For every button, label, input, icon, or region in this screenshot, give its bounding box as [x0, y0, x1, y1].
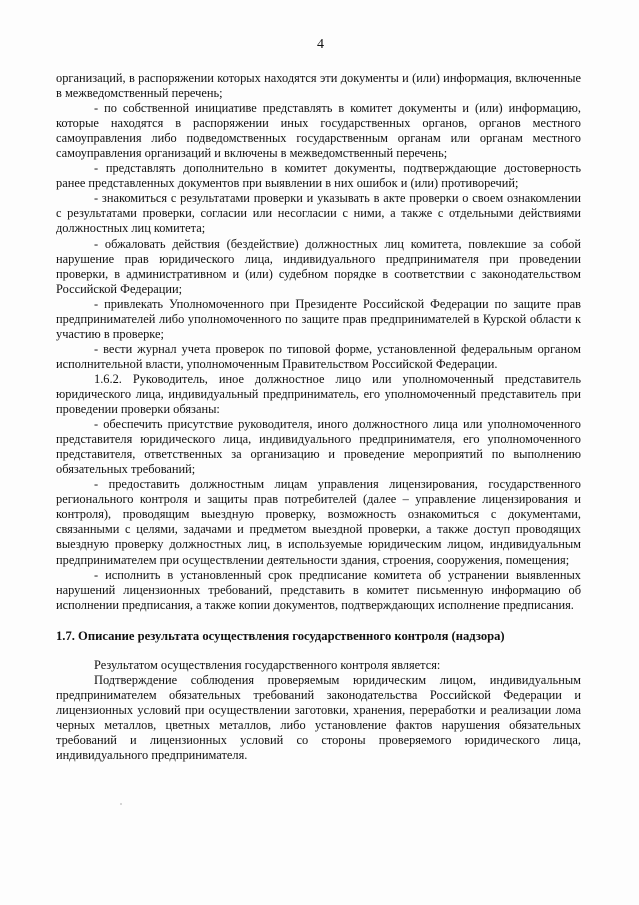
body-paragraph: организаций, в распоряжении которых находятся эти документы и (или) информация, включенные в межведомственный перечень;: [56, 71, 581, 101]
body-paragraph: - представлять дополнительно в комитет документы, подтверждающие достоверность ранее представленных документов при выявлении в них ошибок и (или) противоречий;: [56, 161, 581, 191]
obligations-section: [56, 71, 581, 613]
result-section: [56, 658, 581, 763]
body-paragraph: - по собственной инициативе представлять в комитет документы и (или) информацию, которые находятся в распоряжении иных государственных органов, органов местного самоуправления либо подведомственных государственным органам или органам местного самоуправления организаций и включены в межведомственный перечень;: [56, 101, 581, 161]
page-number: 4: [317, 37, 324, 52]
body-paragraph: - обеспечить присутствие руководителя, иного должностного лица или уполномоченного представителя юридического лица, индивидуального предпринимателя, его уполномоченного представителя, ответственных за организацию и проведение мероприятий по выполнению обязательных требований;: [56, 417, 581, 477]
body-paragraph: - обжаловать действия (бездействие) должностных лиц комитета, повлекшие за собой нарушение прав юридического лица, индивидуального предпринимателя при проведении проверки, в административном и (или) судебном порядке в соответствии с законодательством Российской Федерации;: [56, 236, 581, 296]
result-paragraph: Результатом осуществления государственного контроля является:: [94, 657, 441, 672]
body-paragraph: - исполнить в установленный срок предписание комитета об устранении выявленных нарушений лицензионных требований, представить в комитет письменную информацию об исполнении предписания, а также копии документов, подтверждающих исполнение предписания.: [56, 567, 581, 612]
scan-speck: [120, 803, 122, 805]
body-paragraph: - предоставить должностным лицам управления лицензирования, государственного регионального контроля и защиты прав потребителей (далее – управление лицензирования и контроля), проводящим выездную проверку, возможность ознакомиться с документами, связанными с целями, задачами и предметом выездной проверки, а также доступ проводящих выездную проверку должностных лиц, в используемые юридическим лицом, индивидуальным предпринимателем при осуществлении деятельности здания, строения, сооружения, помещения;: [56, 477, 581, 567]
document-body: [56, 71, 581, 763]
body-paragraph: - привлекать Уполномоченного при Президенте Российской Федерации по защите прав предпринимателей либо уполномоченного по защите прав предпринимателей в Курской области к участию в проверке;: [56, 296, 581, 341]
result-paragraph: Подтверждение соблюдения проверяемым юридическим лицом, индивидуальным предпринимателем обязательных требований законодательства Российской Федерации и лицензионных условий при осуществлении заготовки, хранения, переработки и реализации лома черных металлов, цветных металлов, либо установление фактов нарушения обязательных требований и лицензионных условий со стороны проверяемого юридического лица, индивидуального предпринимателя.: [56, 672, 581, 762]
section-heading: 1.7. Описание результата осуществления государственного контроля (надзора): [56, 628, 505, 643]
body-paragraph: - знакомиться с результатами проверки и указывать в акте проверки о своем ознакомлении с результатами проверки, согласии или несогласии с ними, а также с отдельными действиями должностных лиц комитета;: [56, 191, 581, 236]
body-paragraph: - вести журнал учета проверок по типовой форме, установленной федеральным органом исполнительной власти, уполномоченным Правительством Российской Федерации.: [56, 341, 581, 371]
body-paragraph: 1.6.2. Руководитель, иное должностное лицо или уполномоченный представитель юридического лица, индивидуальный предприниматель, его уполномоченный представитель при проведении проверки обязаны:: [56, 371, 581, 417]
